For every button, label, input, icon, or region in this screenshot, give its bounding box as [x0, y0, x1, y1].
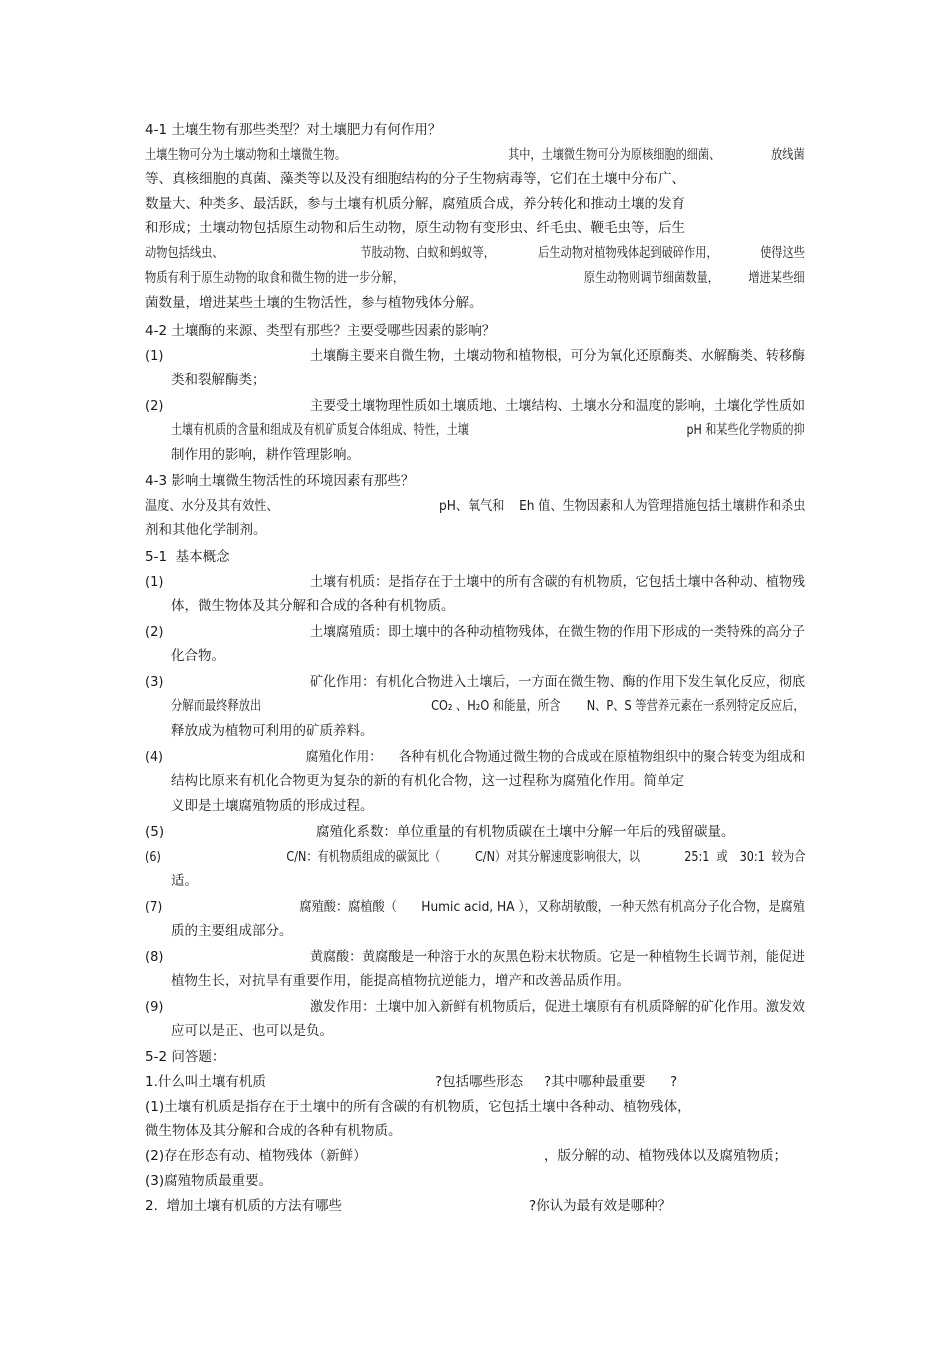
text-segment: 数量大、种类多、最活跃，参与土壤有机质分解，腐殖质合成，养分转化和推动土壤的发育	[145, 196, 685, 212]
text-segment: 土壤有机质的含量和组成及有机矿质复合体组成、特性，土壤	[171, 422, 469, 438]
text-segment: (3)腐殖物质最重要。	[145, 1173, 273, 1189]
text-segment: 菌数量，增进某些土壤的生物活性，参与植物残体分解。	[145, 295, 483, 311]
text-segment: 化合物。	[171, 648, 225, 664]
text-segment: (1)土壤有机质是指存在于土壤中的所有含碳的有机物质，它包括土壤中各种动、植物残体，	[145, 1099, 691, 1115]
text-segment: 土壤有机质：是指存在于土壤中的所有含碳的有机物质，它包括土壤中各种动、植物残	[309, 574, 805, 590]
text-segment: (4)	[145, 749, 163, 765]
text-segment: 土壤生物可分为土壤动物和土壤微生物。	[145, 147, 346, 163]
text-segment: 类和裂解酶类；	[171, 372, 266, 388]
text-segment: C/N：有机物质组成的碳氮比（	[286, 849, 441, 865]
text-segment: Humic acid, HA ），又称胡敏酸，一种天然有机高分子化合物，是腐殖	[421, 899, 805, 915]
text-segment: ?其中哪种最重要	[544, 1074, 646, 1090]
text-segment: 植物生长，对抗旱有重要作用，能提高植物抗逆能力，增产和改善品质作用。	[171, 973, 630, 989]
text-segment: (5)	[145, 824, 165, 840]
text-segment: CO₂ 、H₂O 和能量，所含	[431, 698, 561, 714]
text-segment: 微生物体及其分解和合成的各种有机物质。	[145, 1123, 402, 1139]
text-segment: 剂和其他化学制剂。	[145, 522, 267, 538]
text-segment: 腐殖化系数：单位重量的有机物质碳在土壤中分解一年后的残留碳量。	[316, 824, 735, 840]
text-segment: (1)	[145, 348, 164, 364]
text-segment: 物质有利于原生动物的取食和微生物的进一步分解，	[145, 270, 405, 286]
text-segment: C/N）对其分解速度影响很大，以	[475, 849, 641, 865]
text-segment: 等、真核细胞的真菌、藻类等以及没有细胞结构的分子生物病毒等，它们在土壤中分布广、	[145, 171, 685, 187]
text-segment: 黄腐酸：黄腐酸是一种溶于水的灰黑色粉末状物质。它是一种植物生长调节剂，能促进	[309, 949, 805, 965]
text-segment: (2)存在形态有动、植物残体（新鲜）	[145, 1148, 367, 1164]
text-segment: (6)	[145, 849, 161, 865]
text-segment: 土壤酶主要来自微生物，土壤动物和植物根，可分为氧化还原酶类、水解酶类、转移酶	[309, 348, 805, 364]
text-segment: (9)	[145, 999, 164, 1015]
text-segment: 4-3 影响土壤微生物活性的环境因素有那些？	[145, 473, 415, 489]
text-segment: 5-1 基本概念	[145, 549, 230, 565]
text-segment: 腐殖化作用：	[305, 749, 382, 765]
text-segment: (1)	[145, 574, 164, 590]
text-segment: ?包括哪些形态	[435, 1074, 524, 1090]
text-segment: 主要受土壤物理性质如土壤质地、土壤结构、土壤水分和温度的影响，土壤化学性质如	[309, 398, 805, 414]
text-segment: (2)	[145, 624, 164, 640]
text-segment: 4-1 土壤生物有那些类型？对土壤肥力有何作用？	[145, 122, 442, 138]
text-segment: 释放成为植物可利用的矿质养料。	[171, 723, 374, 739]
text-segment: (2)	[145, 398, 164, 414]
text-segment: 1.什么叫土壤有机质	[145, 1074, 266, 1090]
text-segment: 使得这些	[760, 245, 805, 261]
text-segment: 和形成；土壤动物包括原生动物和后生动物，原生动物有变形虫、纤毛虫、鞭毛虫等，后生	[145, 220, 685, 236]
text-segment: ?	[670, 1074, 678, 1090]
text-segment: 激发作用：土壤中加入新鲜有机物质后，促进土壤原有有机质降解的矿化作用。激发效	[309, 999, 805, 1015]
text-segment: pH、氧气和	[439, 498, 505, 514]
text-segment: 增进某些细	[748, 270, 805, 286]
text-segment: 体，微生物体及其分解和合成的各种有机物质。	[171, 598, 455, 614]
text-segment: (8)	[145, 949, 164, 965]
text-segment: 各种有机化合物通过微生物的合成或在原植物组织中的聚合转变为组成和	[398, 749, 806, 765]
text-segment: 应可以是正、也可以是负。	[171, 1023, 333, 1039]
text-segment: 义即是土壤腐殖物质的形成过程。	[171, 798, 374, 814]
text-segment: 25:1 或	[684, 849, 728, 865]
text-segment: 适。	[171, 873, 198, 889]
text-segment: 节肢动物、白蚁和蚂蚁等，	[360, 245, 495, 261]
text-segment: 后生动物对植物残体起到破碎作用，	[538, 245, 718, 261]
text-segment: 质的主要组成部分。	[171, 923, 293, 939]
text-segment: 结构比原来有机化合物更为复杂的新的有机化合物，这一过程称为腐殖化作用。简单定	[171, 773, 684, 789]
text-segment: ，版分解的动、植物残体以及腐殖物质；	[544, 1148, 787, 1164]
text-segment: N、P、S 等营养元素在一系列特定反应后，	[586, 698, 805, 714]
text-segment: 温度、水分及其有效性、	[145, 498, 279, 514]
text-segment: ?你认为最有效是哪种？	[529, 1198, 672, 1214]
text-segment: 2. 增加土壤有机质的方法有哪些	[145, 1198, 342, 1214]
text-segment: 放线菌	[771, 147, 805, 163]
text-segment: 4-2 土壤酶的来源、类型有那些？主要受哪些因素的影响？	[145, 323, 496, 339]
text-segment: 5-2 问答题：	[145, 1049, 226, 1065]
text-segment: pH 和某些化学物质的抑	[686, 422, 805, 438]
text-segment: 土壤腐殖质：即土壤中的各种动植物残体，在微生物的作用下形成的一类特殊的高分子	[309, 624, 805, 640]
text-segment: (7)	[145, 899, 163, 915]
text-segment: 制作用的影响，耕作管理影响。	[171, 447, 360, 463]
text-segment: 矿化作用：有机化合物进入土壤后，一方面在微生物、酶的作用下发生氧化反应，彻底	[309, 674, 805, 690]
text-segment: (3)	[145, 674, 164, 690]
text-segment: 动物包括线虫、	[145, 245, 224, 261]
text-segment: 分解而最终释放出	[171, 698, 262, 714]
text-segment: 原生动物则调节细菌数量，	[583, 270, 720, 286]
text-segment: 30:1 较为合	[739, 849, 806, 865]
text-segment: 其中，土壤微生物可分为原核细胞的细菌、	[508, 147, 721, 163]
text-segment: 腐殖酸：腐植酸（	[299, 899, 397, 915]
text-segment: Eh 值、生物因素和人为管理措施包括土壤耕作和杀虫	[519, 498, 806, 514]
